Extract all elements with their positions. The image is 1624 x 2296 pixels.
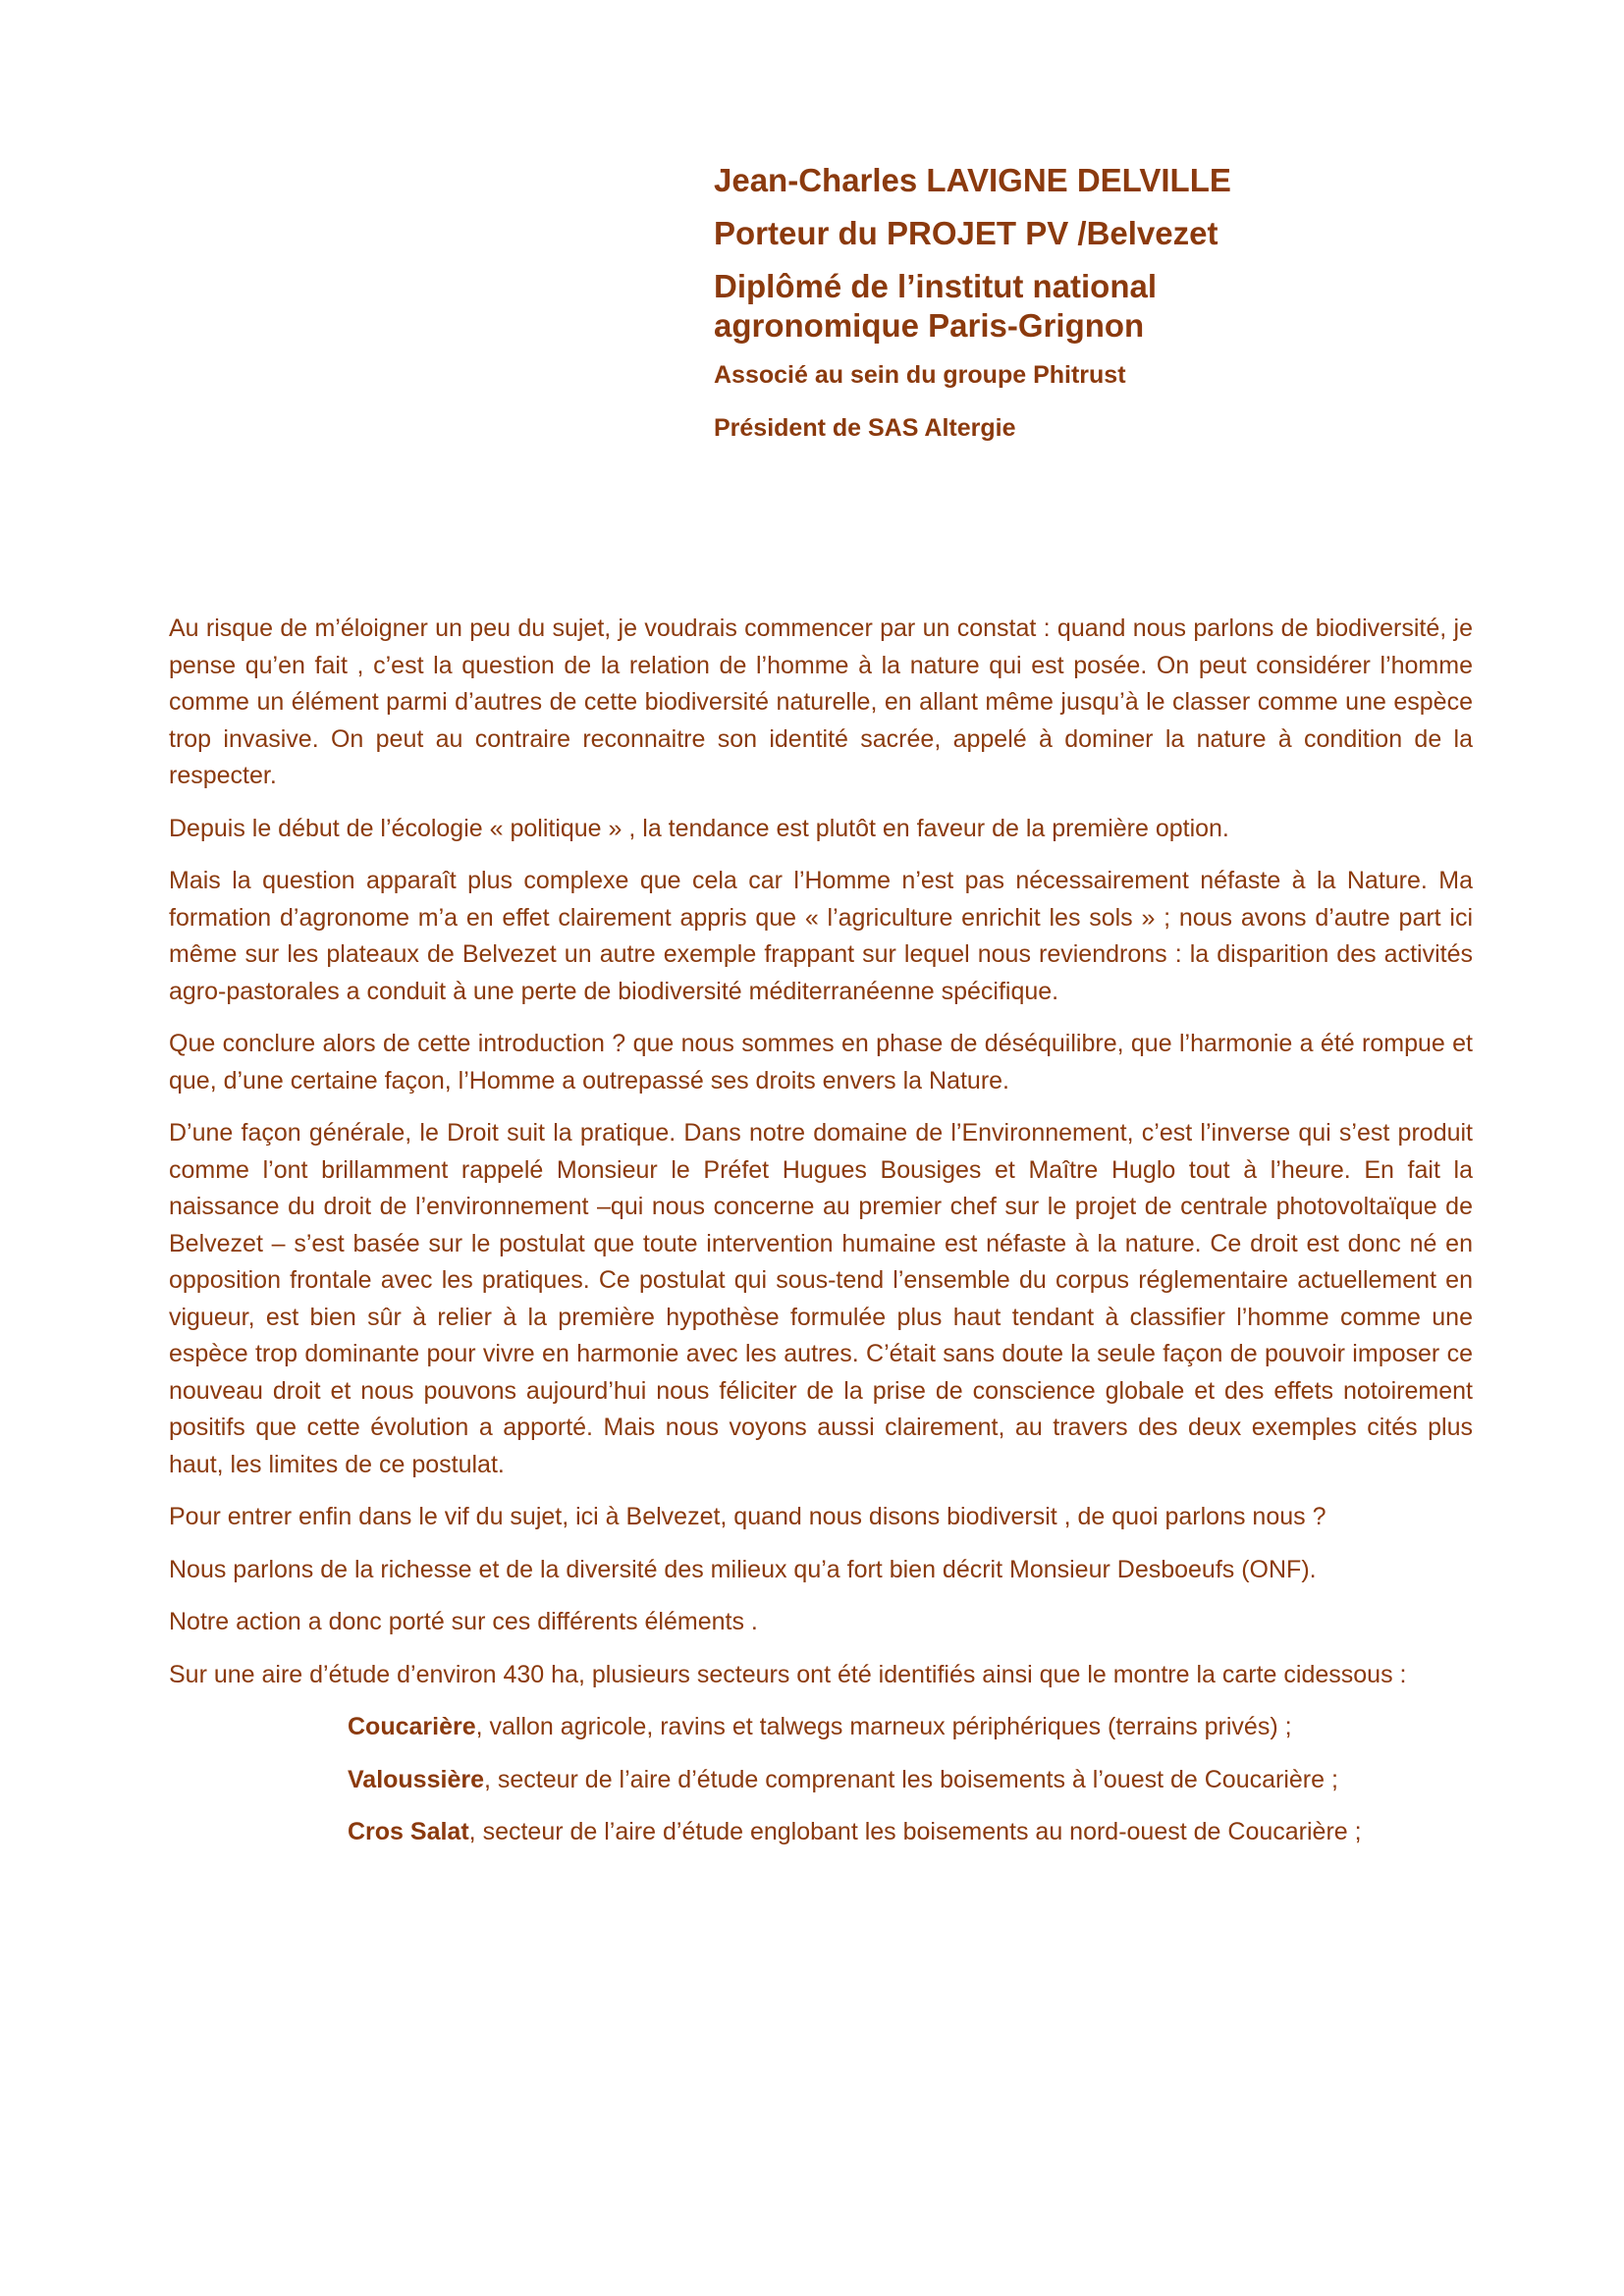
paragraph: Sur une aire d’étude d’environ 430 ha, plusieurs secteurs ont été identifiés ainsi que le montre la carte cidessous : [169,1660,1407,1688]
author-name: Jean-Charles LAVIGNE DELVILLE [714,162,1231,198]
paragraph: Notre action a donc porté sur ces différents éléments . [169,1608,758,1635]
sector-item [348,1709,1473,1746]
document-body [169,611,1473,1867]
paragraph: D’une façon générale, le Droit suit la pratique. Dans notre domaine de l’Environnement, c’est l’inverse qui s’est produit comme l’ont brillamment rappelé Monsieur le Préfet Hugues Bousiges et Maître Huglo tout à l’heure. En fait la naissance du droit de l’environnement –qui nous concerne au premier chef sur le projet de centrale photovoltaïque de Belvezet – s’est basée sur le postulat que toute intervention humaine est néfaste à la nature. Ce droit est donc né en opposition frontale avec les pratiques. Ce postulat qui sous-tend l’ensemble du corpus réglementaire actuellement en vigueur, est bien sûr à relier à la première hypothèse formulée plus haut tendant à classifier l’homme comme une espèce trop dominante pour vivre en harmonie avec les autres. C’était sans doute la seule façon de pouvoir imposer ce nouveau droit et nous pouvons aujourd’hui nous féliciter de la prise de conscience globale et des effets notoirement positifs que cette évolution a apporté. Mais nous voyons aussi clairement, au travers des deux exemples cités plus haut, les limites de ce postulat. [169,1119,1473,1478]
paragraph: Nous parlons de la richesse et de la diversité des milieux qu’a fort bien décrit Monsieur Desboeufs (ONF). [169,1555,1317,1583]
paragraph: Pour entrer enfin dans le vif du sujet, ici à Belvezet, quand nous disons biodiversit , de quoi parlons nous ? [169,1503,1326,1530]
paragraph: Que conclure alors de cette introduction ? que nous sommes en phase de déséquilibre, que l’harmonie a été rompue et que, d’une certaine façon, l’Homme a outrepassé ses droits envers la Nature. [169,1030,1473,1095]
sector-list [348,1709,1473,1851]
sector-name: Cros Salat [348,1818,469,1845]
sector-description: , secteur de l’aire d’étude englobant les boisements au nord-ouest de Coucarière ; [468,1818,1362,1845]
paragraph: Depuis le début de l’écologie « politique » , la tendance est plutôt en faveur de la première option. [169,814,1229,842]
sector-item [348,1814,1473,1851]
author-diploma-line-1: Diplômé de l’institut national [714,268,1158,304]
paragraph: Au risque de m’éloigner un peu du sujet, je voudrais commencer par un constat : quand nous parlons de biodiversité, je pense qu’en fait , c’est la question de la relation de l’homme à la nature qui est posée. On peut considérer l’homme comme un élément parmi d’autres de cette biodiversité naturelle, en allant même jusqu’à le classer comme une espèce trop invasive. On peut au contraire reconnaitre son identité sacrée, appelé à dominer la nature à condition de la respecter. [169,614,1473,789]
author-diploma-line-2: agronomique Paris-Grignon [714,307,1145,344]
sector-item [348,1762,1473,1799]
author-president: Président de SAS Altergie [714,414,1016,442]
sector-description: , vallon agricole, ravins et talwegs marneux périphériques (terrains privés) ; [475,1713,1292,1740]
sector-description: , secteur de l’aire d’étude comprenant les boisements à l’ouest de Coucarière ; [483,1765,1338,1793]
sector-name: Valoussière [348,1765,484,1793]
author-associate: Associé au sein du groupe Phitrust [714,361,1126,389]
author-role: Porteur du PROJET PV /Belvezet [714,215,1218,251]
paragraph: Mais la question apparaît plus complexe que cela car l’Homme n’est pas nécessairement néfaste à la Nature. Ma formation d’agronome m’a en effet clairement appris que « l’agriculture enrichit les sols » ; nous avons d’autre part ici même sur les plateaux de Belvezet un autre exemple frappant sur lequel nous reviendrons : la disparition des activités agro-pastorales a conduit à une perte de biodiversité méditerranéenne spécifique. [169,867,1473,1005]
author-header [714,161,1460,465]
sector-name: Coucarière [348,1713,476,1740]
